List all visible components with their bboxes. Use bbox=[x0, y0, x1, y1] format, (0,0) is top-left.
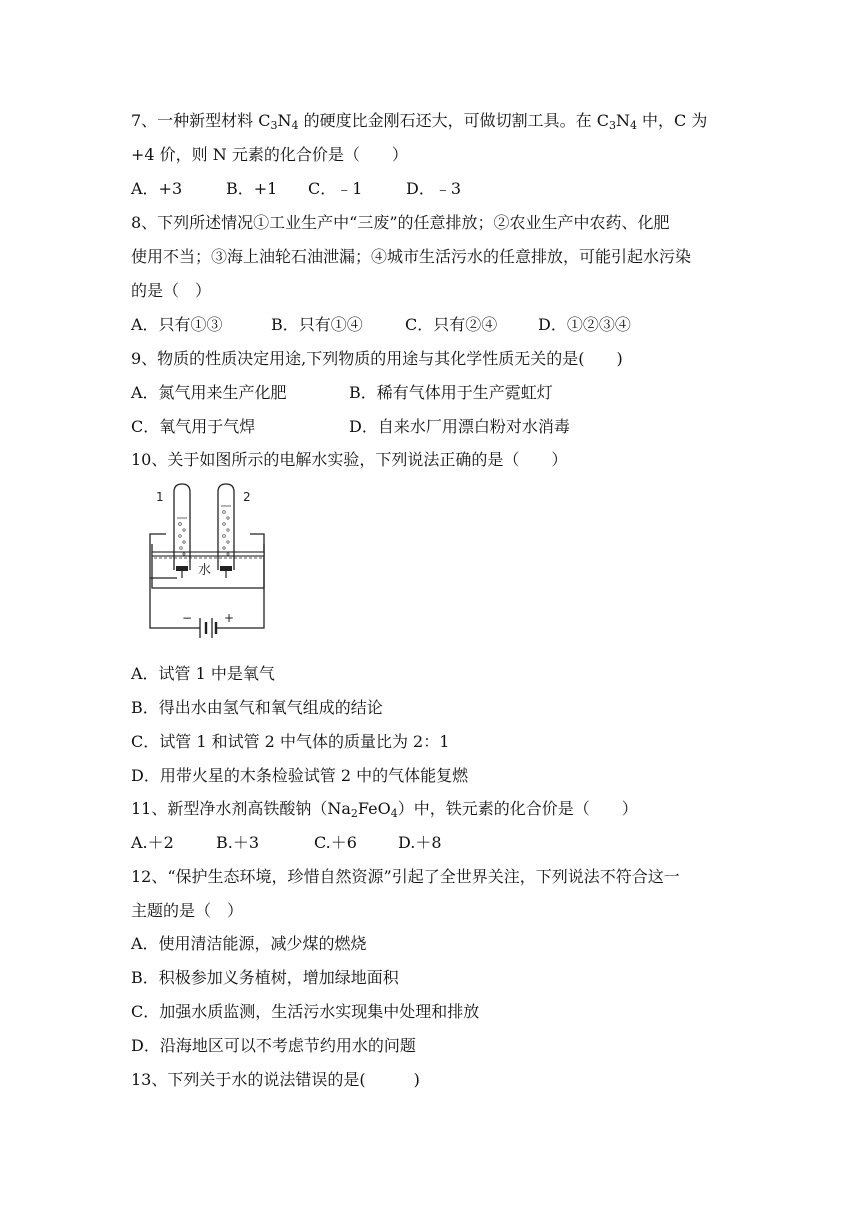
q13-stem: 13、下列关于水的说法错误的是( ) bbox=[131, 1070, 420, 1089]
q12-option-d[interactable]: D．沿海地区可以不考虑节约用水的问题 bbox=[131, 1036, 416, 1055]
q10-stem: 10、关于如图所示的电解水实验，下列说法正确的是（ ） bbox=[131, 450, 568, 469]
q11-stem: 11、新型净水剂高铁酸钠$(Na_2FeO_4)$中，铁元素的化合价是（ ） bbox=[131, 799, 638, 820]
q10-option-d[interactable]: D．用带火星的木条检验试管 2 中的气体能复燃 bbox=[131, 766, 469, 785]
electrode-right bbox=[220, 566, 232, 571]
q8-stem-line2: 使用不当；③海上油轮石油泄漏；④城市生活污水的任意排放，可能引起水污染 bbox=[131, 247, 692, 266]
q8-stem-line3: 的是（ ） bbox=[131, 281, 212, 300]
q7-options bbox=[131, 179, 461, 199]
tube2-label: 2 bbox=[243, 490, 251, 504]
q9-options-row1 bbox=[131, 383, 553, 403]
q12-stem-line2: 主题的是（ ） bbox=[131, 901, 244, 920]
q7-option-d[interactable]: D．﹣3 bbox=[406, 179, 462, 198]
q12-stem-line1: 12、“保护生态环境，珍惜自然资源”引起了全世界关注，下列说法不符合这一 bbox=[131, 867, 680, 886]
support-plate bbox=[152, 552, 264, 556]
q8-option-a[interactable]: A．只有①③ bbox=[131, 315, 223, 334]
q11-option-c[interactable]: C.＋6 bbox=[314, 833, 357, 852]
test-tube-2 bbox=[218, 484, 234, 570]
q10-option-b[interactable]: B．得出水由氢气和氧气组成的结论 bbox=[131, 698, 383, 717]
q9-option-a[interactable]: A．氮气用来生产化肥 bbox=[131, 383, 287, 402]
q11-option-d[interactable]: D.＋8 bbox=[398, 833, 442, 852]
q11-options bbox=[131, 833, 442, 853]
q9-options-row2 bbox=[131, 417, 570, 437]
battery-minus-label: − bbox=[182, 611, 193, 625]
electrolysis-apparatus-diagram bbox=[136, 480, 276, 640]
q7-stem-line1: 7、一种新型材料 $C_3N_4$ 的硬度比金刚石还大，可做切割工具。在 $C_3N_4$ 中，C 为 bbox=[131, 111, 708, 132]
water-label: 水 bbox=[198, 563, 212, 578]
q7-stem-line2: +4 价，则 N 元素的化合价是（ ） bbox=[131, 145, 408, 164]
q7-option-a[interactable]: A．+3 bbox=[131, 179, 183, 198]
q11-option-a[interactable]: A.＋2 bbox=[131, 833, 174, 852]
q9-option-c[interactable]: C．氧气用于气焊 bbox=[131, 417, 256, 436]
q9-option-d[interactable]: D．自来水厂用漂白粉对水消毒 bbox=[349, 417, 570, 436]
battery-plus-label: + bbox=[224, 611, 235, 625]
q7-option-c[interactable]: C．﹣1 bbox=[308, 179, 363, 198]
q12-option-a[interactable]: A．使用清洁能源，减少煤的燃烧 bbox=[131, 934, 367, 953]
electrode-left bbox=[176, 566, 188, 571]
q10-option-a[interactable]: A．试管 1 中是氧气 bbox=[131, 664, 275, 683]
q12-option-b[interactable]: B．积极参加义务植树，增加绿地面积 bbox=[131, 968, 399, 987]
q9-stem: 9、物质的性质决定用途,下列物质的用途与其化学性质无关的是( ) bbox=[131, 349, 623, 368]
q8-stem-line1: 8、下列所述情况①工业生产中“三废”的任意排放；②农业生产中农药、化肥 bbox=[131, 213, 670, 232]
q12-option-c[interactable]: C．加强水质监测，生活污水实现集中处理和排放 bbox=[131, 1002, 480, 1021]
q8-option-c[interactable]: C．只有②④ bbox=[405, 315, 498, 334]
test-tube-1 bbox=[174, 484, 190, 570]
q8-options bbox=[131, 315, 631, 335]
gas-bubbles bbox=[179, 511, 230, 555]
q8-option-b[interactable]: B．只有①④ bbox=[271, 315, 363, 334]
tube1-label: 1 bbox=[156, 490, 164, 504]
q9-option-b[interactable]: B．稀有气体用于生产霓虹灯 bbox=[349, 383, 553, 402]
q10-option-c[interactable]: C．试管 1 和试管 2 中气体的质量比为 2：1 bbox=[131, 732, 450, 751]
q7-option-b[interactable]: B．+1 bbox=[226, 179, 278, 198]
q11-option-b[interactable]: B.＋3 bbox=[216, 833, 260, 852]
q8-option-d[interactable]: D．①②③④ bbox=[538, 315, 631, 334]
